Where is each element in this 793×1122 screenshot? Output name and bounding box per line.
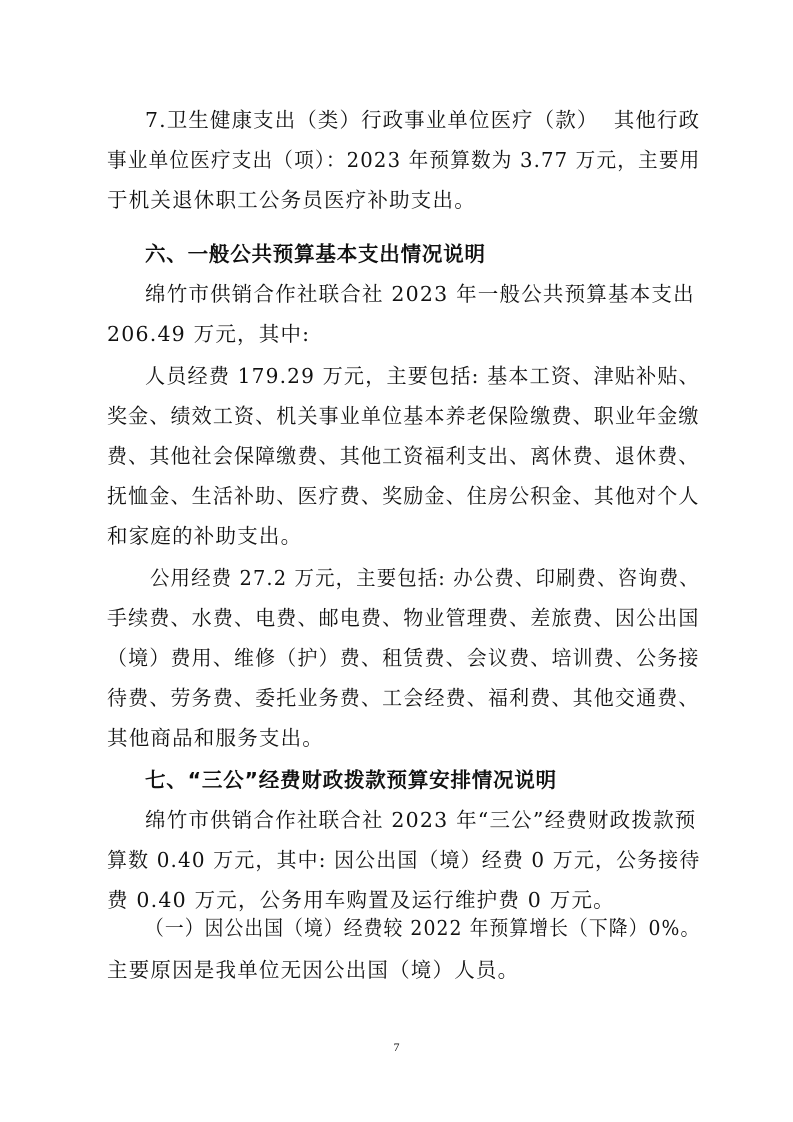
text-line-public-1: 公用经费 27.2 万元，主要包括: 办公费、印刷费、咨询费、 xyxy=(150,566,700,590)
page-number: 7 xyxy=(393,1040,400,1054)
text-line-personnel-4: 抚恤金、生活补助、医疗费、奖励金、住房公积金、其他对个人 xyxy=(107,484,700,508)
section-heading-6: 六、一般公共预算基本支出情况说明 xyxy=(145,242,486,266)
text-line-p7-3: 于机关退休职工公务员医疗补助支出。 xyxy=(107,188,476,212)
text-line-intro7-1: 绵竹市供销合作社联合社 2023 年“三公”经费财政拨款预 xyxy=(145,808,697,832)
section-heading-7: 七、“三公”经费财政拨款预算安排情况说明 xyxy=(145,768,557,792)
text-line-public-3: （境）费用、维修（护）费、租赁费、会议费、培训费、公务接 xyxy=(107,646,700,670)
text-line-personnel-2: 奖金、绩效工资、机关事业单位基本养老保险缴费、职业年金缴 xyxy=(107,404,700,428)
text-line-item1-2: 主要原因是我单位无因公出国（境）人员。 xyxy=(107,958,520,982)
text-line-personnel-3: 费、其他社会保障缴费、其他工资福利支出、离休费、退休费、 xyxy=(107,444,700,468)
text-line-item1-1: （一）因公出国（境）经费较 2022 年预算增长（下降）0%。 xyxy=(145,916,701,940)
text-line-p7-2: 事业单位医疗支出（项）：2023 年预算数为 3.77 万元，主要用 xyxy=(107,148,701,172)
text-line-intro7-3: 费 0.40 万元，公务用车购置及运行维护费 0 万元。 xyxy=(107,888,615,912)
text-line-p7-1: 7.卫生健康支出（类）行政事业单位医疗（款） 其他行政 xyxy=(145,108,701,132)
text-line-intro7-2: 算数 0.40 万元，其中: 因公出国（境）经费 0 万元，公务接待 xyxy=(107,848,701,872)
text-line-personnel-1: 人员经费 179.29 万元，主要包括: 基本工资、津贴补贴、 xyxy=(145,364,700,388)
text-line-intro6-1: 绵竹市供销合作社联合社 2023 年一般公共预算基本支出 xyxy=(145,282,695,306)
text-line-personnel-5: 和家庭的补助支出。 xyxy=(107,524,303,548)
text-line-public-2: 手续费、水费、电费、邮电费、物业管理费、差旅费、因公出国 xyxy=(107,606,700,630)
text-line-public-4: 待费、劳务费、委托业务费、工会经费、福利费、其他交通费、 xyxy=(107,686,700,710)
text-line-public-5: 其他商品和服务支出。 xyxy=(107,726,324,750)
text-line-intro6-2: 206.49 万元，其中: xyxy=(107,322,311,346)
